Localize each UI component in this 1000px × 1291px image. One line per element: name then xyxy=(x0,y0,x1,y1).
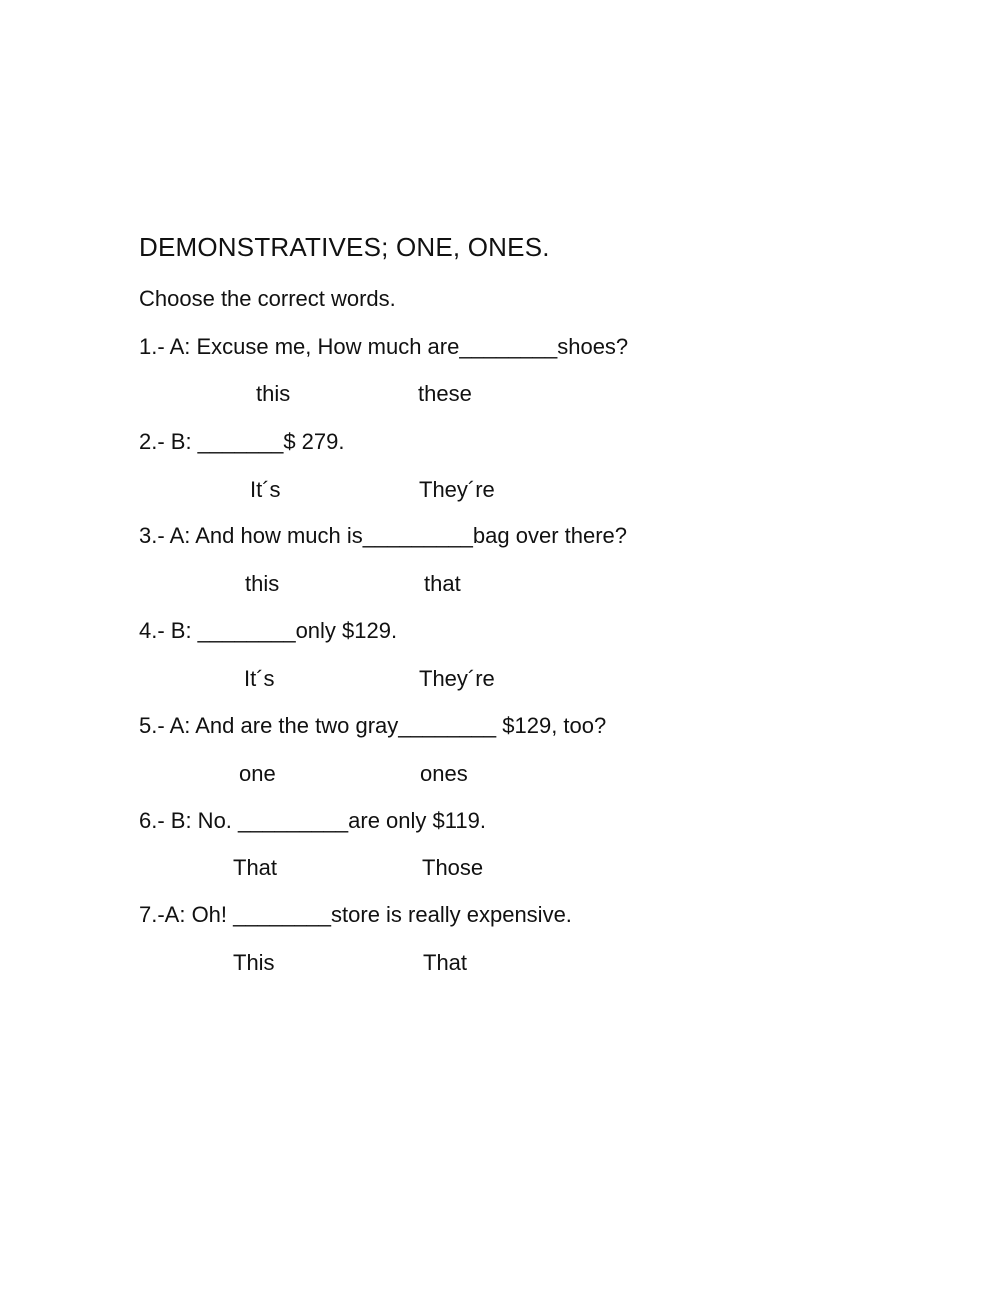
instruction-text: Choose the correct words. xyxy=(139,286,396,311)
question-1-option-a: this xyxy=(256,381,291,406)
question-5-option-b: ones xyxy=(420,761,468,786)
question-2-text: 2.- B: _______$ 279. xyxy=(139,429,345,454)
question-1-text: 1.- A: Excuse me, How much are________shoes? xyxy=(139,334,629,359)
question-7-option-b: That xyxy=(423,950,468,975)
question-3-option-a: this xyxy=(245,571,280,596)
question-7-option-a: This xyxy=(233,950,275,975)
worksheet-title: DEMONSTRATIVES; ONE, ONES. xyxy=(139,232,550,262)
question-5-option-a: one xyxy=(239,761,276,786)
question-4-option-b: They´re xyxy=(419,666,495,691)
question-1-option-b: these xyxy=(418,381,472,406)
question-6-option-a: That xyxy=(233,855,278,880)
question-5-text: 5.- A: And are the two gray________ $129, too? xyxy=(139,713,607,738)
question-2-option-a: It´s xyxy=(250,477,281,502)
question-6-option-b: Those xyxy=(422,855,484,880)
question-3-option-b: that xyxy=(424,571,461,596)
question-2-option-b: They´re xyxy=(419,477,495,502)
question-3-text: 3.- A: And how much is_________bag over there? xyxy=(139,523,628,548)
question-4-option-a: It´s xyxy=(244,666,275,691)
question-6-text: 6.- B: No. _________are only $119. xyxy=(139,808,486,833)
question-4-text: 4.- B: ________only $129. xyxy=(139,618,398,643)
question-7-text: 7.-A: Oh! ________store is really expensive. xyxy=(139,902,572,927)
